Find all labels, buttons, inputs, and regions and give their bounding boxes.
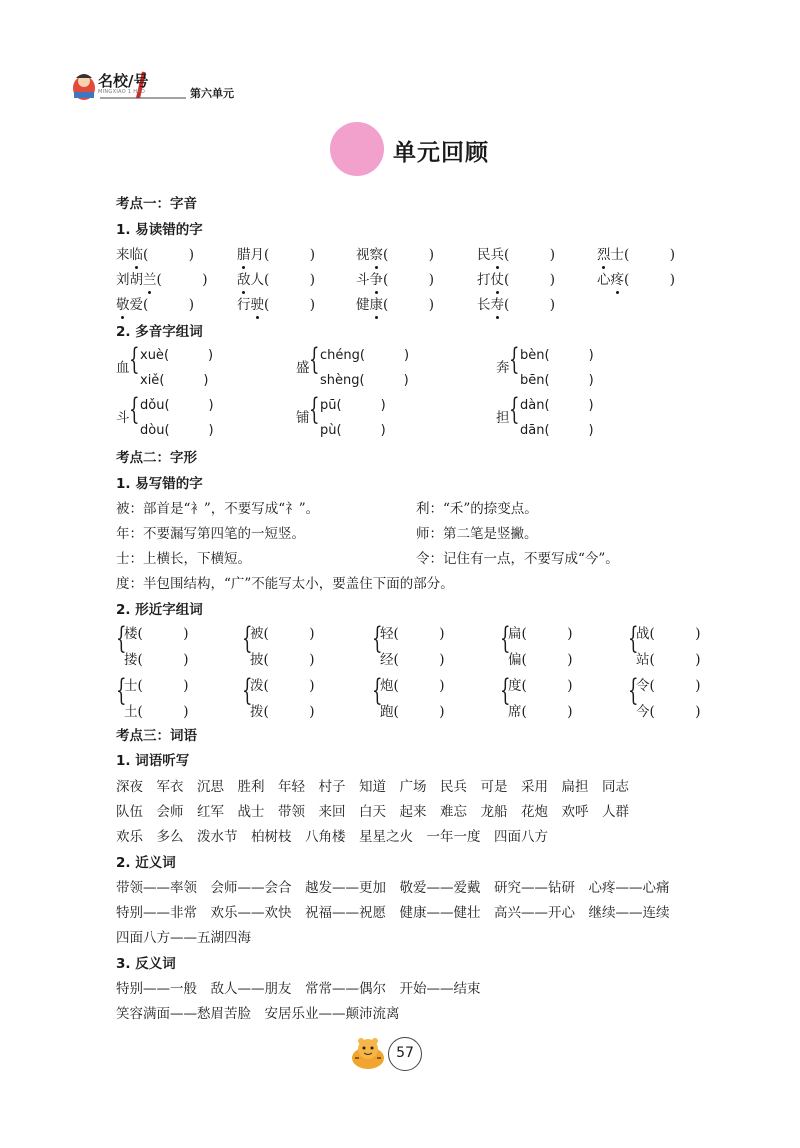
easy-char-item: 打仗( )	[477, 272, 556, 288]
brace-mark: {	[372, 673, 383, 708]
similar-char-item: 跑( )	[380, 704, 445, 720]
answer-blank[interactable]: ( )	[263, 704, 315, 720]
dictation-line: 深夜 军衣 沉思 胜利 年轻 村子 知道 广场 民兵 可是 采用 扁担 同志	[116, 779, 629, 795]
similar-char-item: 炮( )	[380, 678, 445, 694]
similar-char-item: 扁( )	[508, 626, 573, 642]
brace-mark: {	[116, 621, 127, 656]
similar-char-item: 搂( )	[124, 652, 189, 668]
subsection-synonyms: 2. 近义词	[116, 855, 176, 871]
similar-char-item: 度( )	[508, 678, 573, 694]
subsection-easy-misread: 1. 易读错的字	[116, 222, 203, 238]
similar-char-item: 泼( )	[250, 678, 315, 694]
brace-mark: {	[509, 342, 520, 377]
antonym-line: 特别——一般 敌人——朋友 常常——偶尔 开始——结束	[116, 981, 481, 997]
subsection-dictation: 1. 词语听写	[116, 753, 190, 769]
similar-char-item: 士( )	[124, 678, 189, 694]
similar-char-item: 轻( )	[380, 626, 445, 642]
easy-char-item: 来临( )	[116, 247, 195, 263]
answer-blank[interactable]: ( )	[137, 678, 189, 694]
rule-item: 度：半包围结构，“广”不能写太小，要盖住下面的部分。	[116, 576, 454, 592]
polyphone-reading: shèng( )	[320, 373, 409, 388]
polyphone-reading: dǒu( )	[140, 398, 214, 413]
subsection-easy-miswrite: 1. 易写错的字	[116, 476, 203, 492]
answer-blank[interactable]: ( )	[263, 652, 315, 668]
similar-char-item: 战( )	[636, 626, 701, 642]
section-title-pronunciation: 考点一：字音	[116, 196, 197, 212]
answer-blank[interactable]: ( )	[137, 626, 189, 642]
tiger-mascot-icon	[347, 1036, 389, 1070]
brace-mark: {	[242, 673, 253, 708]
answer-blank[interactable]: ( )	[264, 297, 316, 313]
brand-logo-text: 名校/号	[98, 72, 149, 90]
polyphone-char: 担	[496, 410, 510, 426]
easy-char-item: 腊月( )	[237, 247, 316, 263]
polyphone-reading: xiě( )	[140, 373, 209, 388]
polyphone-reading: pù( )	[320, 423, 386, 438]
subsection-antonyms: 3. 反义词	[116, 956, 176, 972]
easy-char-item: 刘胡兰( )	[116, 272, 208, 288]
section-title-glyph: 考点二：字形	[116, 450, 197, 466]
answer-blank[interactable]: ( )	[156, 272, 208, 288]
answer-blank[interactable]: ( )	[544, 423, 594, 438]
similar-char-item: 楼( )	[124, 626, 189, 642]
rule-item: 师：第二笔是竖撇。	[416, 526, 538, 542]
answer-blank[interactable]: ( )	[521, 678, 573, 694]
brace-mark: {	[309, 342, 320, 377]
brace-mark: {	[242, 621, 253, 656]
polyphone-char: 血	[116, 360, 130, 376]
similar-char-item: 经( )	[380, 652, 445, 668]
answer-blank[interactable]: ( )	[649, 652, 701, 668]
answer-blank[interactable]: ( )	[164, 423, 214, 438]
section-title-vocabulary: 考点三：词语	[116, 728, 197, 744]
rule-item: 利：“禾”的捺变点。	[416, 501, 538, 517]
title-decor-circle	[330, 122, 384, 176]
rule-item: 令：记住有一点，不要写成“今”。	[416, 551, 619, 567]
synonym-line: 特别——非常 欢乐——欢快 祝福——祝愿 健康——健壮 高兴——开心 继续——连续	[116, 905, 670, 921]
synonym-line: 四面八方——五湖四海	[116, 930, 251, 946]
easy-char-item: 敬爱( )	[116, 297, 195, 313]
easy-char-item: 行驶( )	[237, 297, 316, 313]
brace-mark: {	[628, 621, 639, 656]
page-number: 57	[388, 1037, 422, 1071]
similar-char-item: 披( )	[250, 652, 315, 668]
answer-blank[interactable]: ( )	[504, 297, 556, 313]
easy-char-item: 敌人( )	[237, 272, 316, 288]
polyphone-reading: bèn( )	[520, 348, 594, 363]
answer-blank[interactable]: ( )	[137, 652, 189, 668]
rule-item: 被：部首是“衤”，不要写成“礻”。	[116, 501, 320, 517]
brace-mark: {	[116, 673, 127, 708]
polyphone-reading: chéng( )	[320, 348, 410, 363]
polyphone-reading: dàn( )	[520, 398, 594, 413]
brace-mark: {	[372, 621, 383, 656]
answer-blank[interactable]: ( )	[544, 398, 594, 413]
answer-blank[interactable]: ( )	[383, 247, 435, 263]
easy-char-item: 视察( )	[356, 247, 435, 263]
answer-blank[interactable]: ( )	[504, 247, 556, 263]
answer-blank[interactable]: ( )	[624, 247, 676, 263]
polyphone-reading: bēn( )	[520, 373, 594, 388]
answer-blank[interactable]: ( )	[336, 398, 386, 413]
easy-char-item: 民兵( )	[477, 247, 556, 263]
answer-blank[interactable]: ( )	[393, 704, 445, 720]
page-title: 单元回顾	[393, 139, 489, 166]
dictation-line: 队伍 会师 红军 战士 带领 来回 白天 起来 难忘 龙船 花炮 欢呼 人群	[116, 804, 629, 820]
polyphone-char: 奔	[496, 360, 510, 376]
polyphone-reading: pū( )	[320, 398, 386, 413]
answer-blank[interactable]: ( )	[544, 373, 594, 388]
answer-blank[interactable]: ( )	[383, 272, 435, 288]
answer-blank[interactable]: ( )	[359, 373, 409, 388]
easy-char-item: 斗争( )	[356, 272, 435, 288]
answer-blank[interactable]: ( )	[521, 652, 573, 668]
similar-char-item: 令( )	[636, 678, 701, 694]
answer-blank[interactable]: ( )	[521, 626, 573, 642]
easy-char-item: 烈士( )	[597, 247, 676, 263]
brace-mark: {	[509, 392, 520, 427]
brace-mark: {	[628, 673, 639, 708]
similar-char-item: 席( )	[508, 704, 573, 720]
answer-blank[interactable]: ( )	[521, 704, 573, 720]
answer-blank[interactable]: ( )	[649, 678, 701, 694]
answer-blank[interactable]: ( )	[649, 704, 701, 720]
answer-blank[interactable]: ( )	[336, 423, 386, 438]
easy-char-item: 心疼( )	[597, 272, 676, 288]
answer-blank[interactable]: ( )	[359, 348, 410, 363]
answer-blank[interactable]: ( )	[383, 297, 435, 313]
answer-blank[interactable]: ( )	[163, 348, 214, 363]
brace-mark: {	[500, 621, 511, 656]
antonym-line: 笑容满面——愁眉苦脸 安居乐业——颠沛流离	[116, 1006, 400, 1022]
answer-blank[interactable]: ( )	[504, 272, 556, 288]
answer-blank[interactable]: ( )	[137, 704, 189, 720]
answer-blank[interactable]: ( )	[393, 652, 445, 668]
synonym-line: 带领——率领 会师——会合 越发——更加 敬爱——爱戴 研究——钻研 心疼——心痛	[116, 880, 670, 896]
similar-char-item: 被( )	[250, 626, 315, 642]
polyphone-reading: xuè( )	[140, 348, 214, 363]
similar-char-item: 今( )	[636, 704, 701, 720]
brace-mark: {	[129, 392, 140, 427]
brand-logo-subtext: MINGXIAO 1 HAO	[98, 89, 146, 95]
answer-blank[interactable]: ( )	[159, 373, 209, 388]
answer-blank[interactable]: ( )	[263, 678, 315, 694]
subsection-similar-chars: 2. 形近字组词	[116, 602, 203, 618]
rule-item: 士：上横长，下横短。	[116, 551, 251, 567]
answer-blank[interactable]: ( )	[143, 297, 195, 313]
answer-blank[interactable]: ( )	[263, 626, 315, 642]
subsection-polyphones: 2. 多音字组词	[116, 324, 203, 340]
similar-char-item: 拨( )	[250, 704, 315, 720]
polyphone-char: 铺	[296, 410, 310, 426]
polyphone-reading: dòu( )	[140, 423, 214, 438]
answer-blank[interactable]: ( )	[624, 272, 676, 288]
similar-char-item: 偏( )	[508, 652, 573, 668]
polyphone-reading: dān( )	[520, 423, 594, 438]
polyphone-char: 盛	[296, 360, 310, 376]
easy-char-item: 健康( )	[356, 297, 435, 313]
answer-blank[interactable]: ( )	[544, 348, 594, 363]
answer-blank[interactable]: ( )	[649, 626, 701, 642]
similar-char-item: 土( )	[124, 704, 189, 720]
polyphone-char: 斗	[116, 410, 130, 426]
easy-char-item: 长寿( )	[477, 297, 556, 313]
answer-blank[interactable]: ( )	[143, 247, 195, 263]
brace-mark: {	[309, 392, 320, 427]
answer-blank[interactable]: ( )	[264, 247, 316, 263]
answer-blank[interactable]: ( )	[393, 678, 445, 694]
brace-mark: {	[500, 673, 511, 708]
answer-blank[interactable]: ( )	[164, 398, 214, 413]
answer-blank[interactable]: ( )	[264, 272, 316, 288]
similar-char-item: 站( )	[636, 652, 701, 668]
rule-item: 年：不要漏写第四笔的一短竖。	[116, 526, 305, 542]
brace-mark: {	[129, 342, 140, 377]
dictation-line: 欢乐 多么 泼水节 柏树枝 八角楼 星星之火 一年一度 四面八方	[116, 829, 548, 845]
answer-blank[interactable]: ( )	[393, 626, 445, 642]
unit-label: 第六单元	[190, 87, 234, 100]
